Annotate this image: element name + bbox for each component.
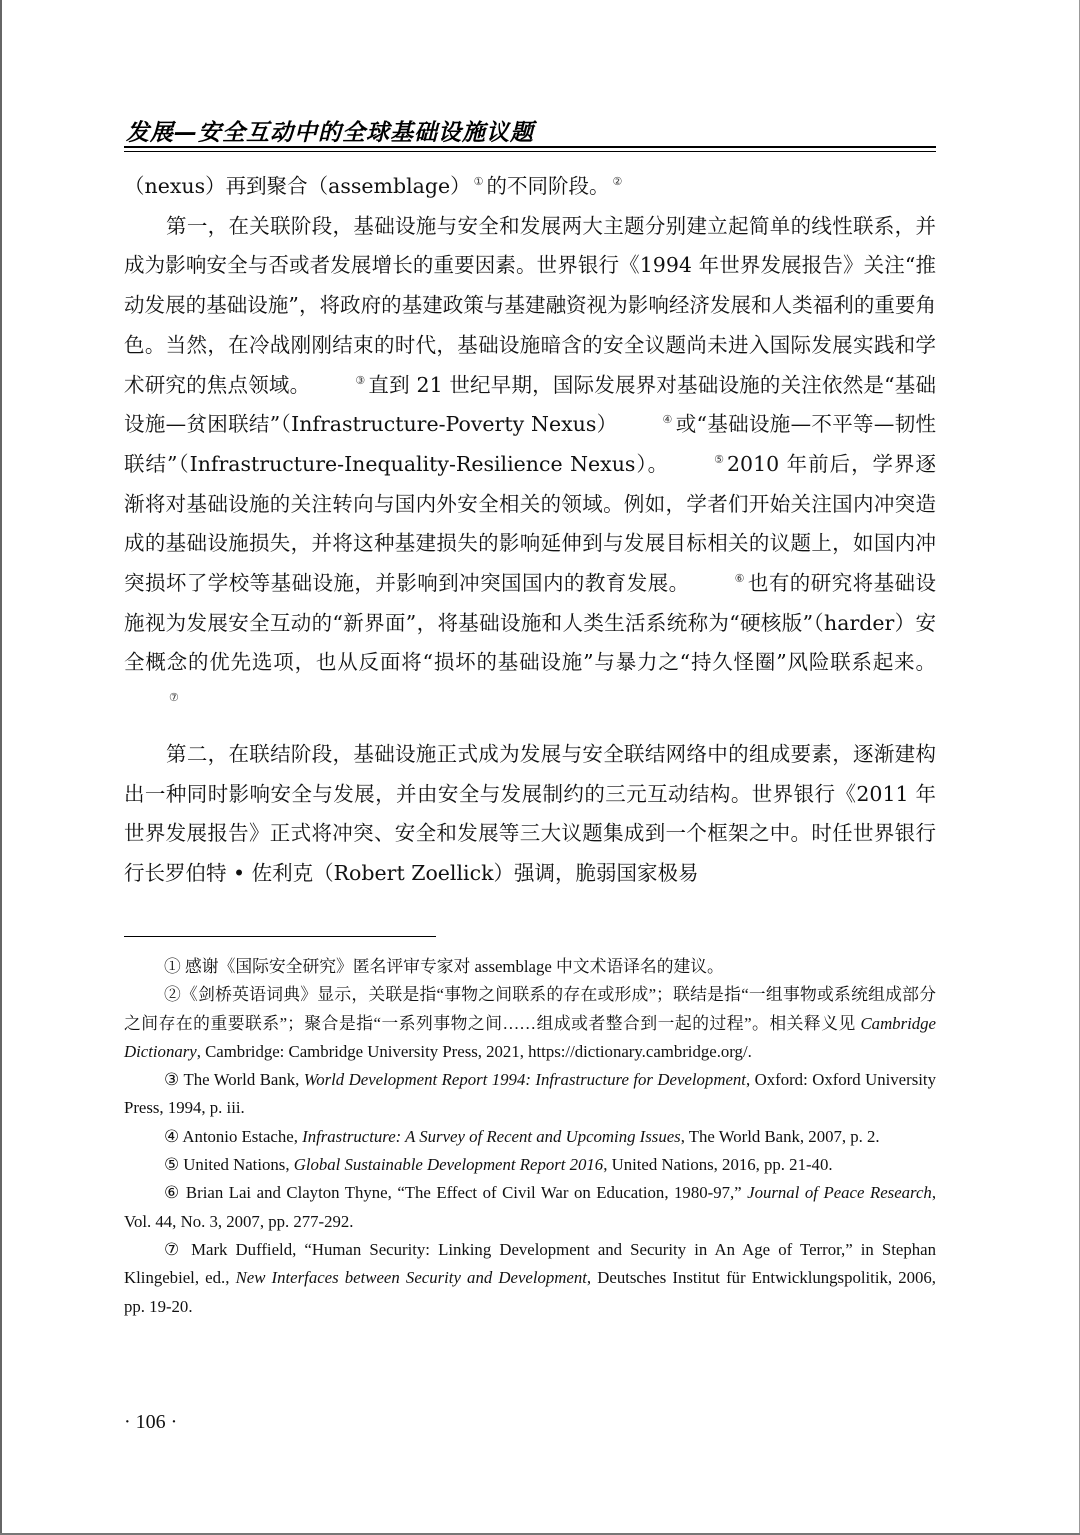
running-title: 发展—安全互动中的全球基础设施议题 [126, 120, 534, 146]
footnote-text: , The World Bank, 2007, p. 2. [680, 1126, 880, 1146]
footnote-6 [124, 1179, 936, 1236]
footnote-text: , Oxford: Oxford University Press, 1994, p. iii. [124, 1070, 936, 1118]
footnote-mark: ⑤ [164, 1155, 180, 1175]
footnote-text: , Deutsches Institut für Entwicklungspolitik, 2006, pp. 19-20. [124, 1268, 936, 1316]
header-rule-thin [124, 151, 936, 152]
footnote-text: , Vol. 44, No. 3, 2007, pp. 277-292. [124, 1183, 937, 1231]
paragraph-continued [124, 167, 936, 207]
footnote-mark: ③ [164, 1070, 180, 1090]
main-text [124, 167, 936, 894]
footnote-text: 感谢《国际安全研究》匿名评审专家对 assemblage 中文术语译名的建议。 [185, 957, 724, 976]
footnote-mark: ④ [164, 1126, 180, 1146]
footnote-mark: ⑥ [164, 1183, 181, 1203]
footnote-ref-7[interactable]: ⑦ [169, 691, 179, 705]
footnote-mark: ② [164, 985, 182, 1005]
footnote-mark: ⑦ [164, 1239, 183, 1259]
footnote-ref-6[interactable]: ⑥ [734, 572, 745, 586]
footnote-text: Antonio Estache, [182, 1126, 303, 1146]
footnote-title: Journal of Peace Research [747, 1183, 932, 1203]
paragraph-first-stage [124, 207, 936, 723]
footnote-title: New Interfaces between Security and Development [235, 1268, 587, 1288]
footnote-3 [124, 1066, 936, 1123]
footnote-text: , United Nations, 2016, pp. 21-40. [603, 1155, 833, 1175]
footnote-ref-5[interactable]: ⑤ [714, 452, 724, 466]
footnote-mark: ① [164, 957, 181, 976]
paragraph-text: 直到 21 世纪早期，国际发展界对基础设施的关注依然是“基础设施—贫困联结”（Infrastructure-Poverty Nexus） [124, 372, 936, 437]
footnote-title: Cambridge Dictionary [124, 1013, 936, 1061]
header-rule-thick [124, 146, 936, 148]
paragraph-second-stage: 第二，在联结阶段，基础设施正式成为发展与安全联结网络中的组成要素，逐渐建构出一种同时影响安全与发展，并由安全与发展制约的三元互动结构。世界银行《2011 年世界发展报告》正式将冲突、安全和发展等三大议题集成到一个框架之中。时任世界银行行长罗伯特 • 佐利克（Robert Zoellick）强调，脆弱国家极易 [124, 741, 936, 885]
footnote-1 [124, 953, 936, 981]
paragraph-text: 第一，在关联阶段，基础设施与安全和发展两大主题分别建立起简单的线性联系，并成为影响安全与否或者发展增长的重要因素。世界银行《1994 年世界发展报告》关注“推动发展的基础设施”，将政府的基建政策与基建融资视为影响经济发展和人类福利的重要角色。当然，在冷战刚刚结束的时代，基础设施暗含的安全议题尚未进入国际发展实践和学术研究的焦点领域。 [124, 213, 936, 397]
paragraph-text: 或“基础设施—不平等—韧性联结”（Infrastructure-Inequality-Resilience Nexus）。 [124, 412, 937, 476]
footnote-title: Global Sustainable Development Report 2016 [293, 1155, 604, 1175]
footnote-5 [124, 1151, 936, 1179]
page-edge-left [0, 0, 2, 1535]
footnote-2 [124, 981, 936, 1066]
paragraph-text: 的不同阶段。 [486, 174, 610, 198]
footnote-text: United Nations, [183, 1155, 294, 1175]
footnote-ref-4[interactable]: ④ [662, 413, 673, 427]
paragraph-text: （nexus）再到聚合（assemblage） [124, 174, 471, 198]
footnote-title: Infrastructure: A Survey of Recent and Upcoming Issues [302, 1126, 681, 1146]
footnote-text: 《剑桥英语词典》显示，关联是指“事物之间联系的存在或形成”；联结是指“一组事物或系统组成部分之间存在的重要联系”；聚合是指“一系列事物之间……组成或者整合到一起的过程”。相关释义见 [124, 985, 936, 1033]
page-number: · 106 · [124, 1411, 178, 1433]
footnote-text: Brian Lai and Clayton Thyne, “The Effect of Civil War on Education, 1980-97,” [185, 1183, 748, 1203]
footnote-ref-1[interactable]: ① [473, 175, 484, 188]
paragraph-text: 2010 年前后，学界逐渐将对基础设施的关注转向与国内外安全相关的领域。例如，学者们开始关注国内冲突造成的基础设施损失，并将这种基建损失的影响延伸到与发展目标相关的议题上，如国内冲突损坏了学校等基础设施，并影响到冲突国国内的教育发展。 [124, 451, 936, 596]
footnote-7 [124, 1236, 936, 1321]
footnote-text: The World Bank, [183, 1070, 304, 1090]
footnote-ref-2[interactable]: ② [612, 175, 623, 188]
footnote-separator [124, 936, 436, 937]
footnote-title: World Development Report 1994: Infrastructure for Development [303, 1070, 746, 1090]
footnote-text[interactable]: , Cambridge: Cambridge University Press, 2021, https://dictionary.cambridge.org/. [196, 1041, 752, 1061]
footnotes [124, 953, 936, 1321]
footnote-4 [124, 1123, 936, 1151]
footnote-ref-3[interactable]: ③ [355, 373, 366, 387]
paragraph-text: 也有的研究将基础设施视为发展安全互动的“新界面”，将基础设施和人类生活系统称为“硬核版”（harder）安全概念的优先选项，也从反面将“损坏的基础设施”与暴力之“持久怪圈”风险联系起来。 [124, 571, 936, 675]
footnote-text: Mark Duffield, “Human Security: Linking Development and Security in An Age of Terror,” in Stephan Klingebiel, ed., [124, 1239, 937, 1288]
